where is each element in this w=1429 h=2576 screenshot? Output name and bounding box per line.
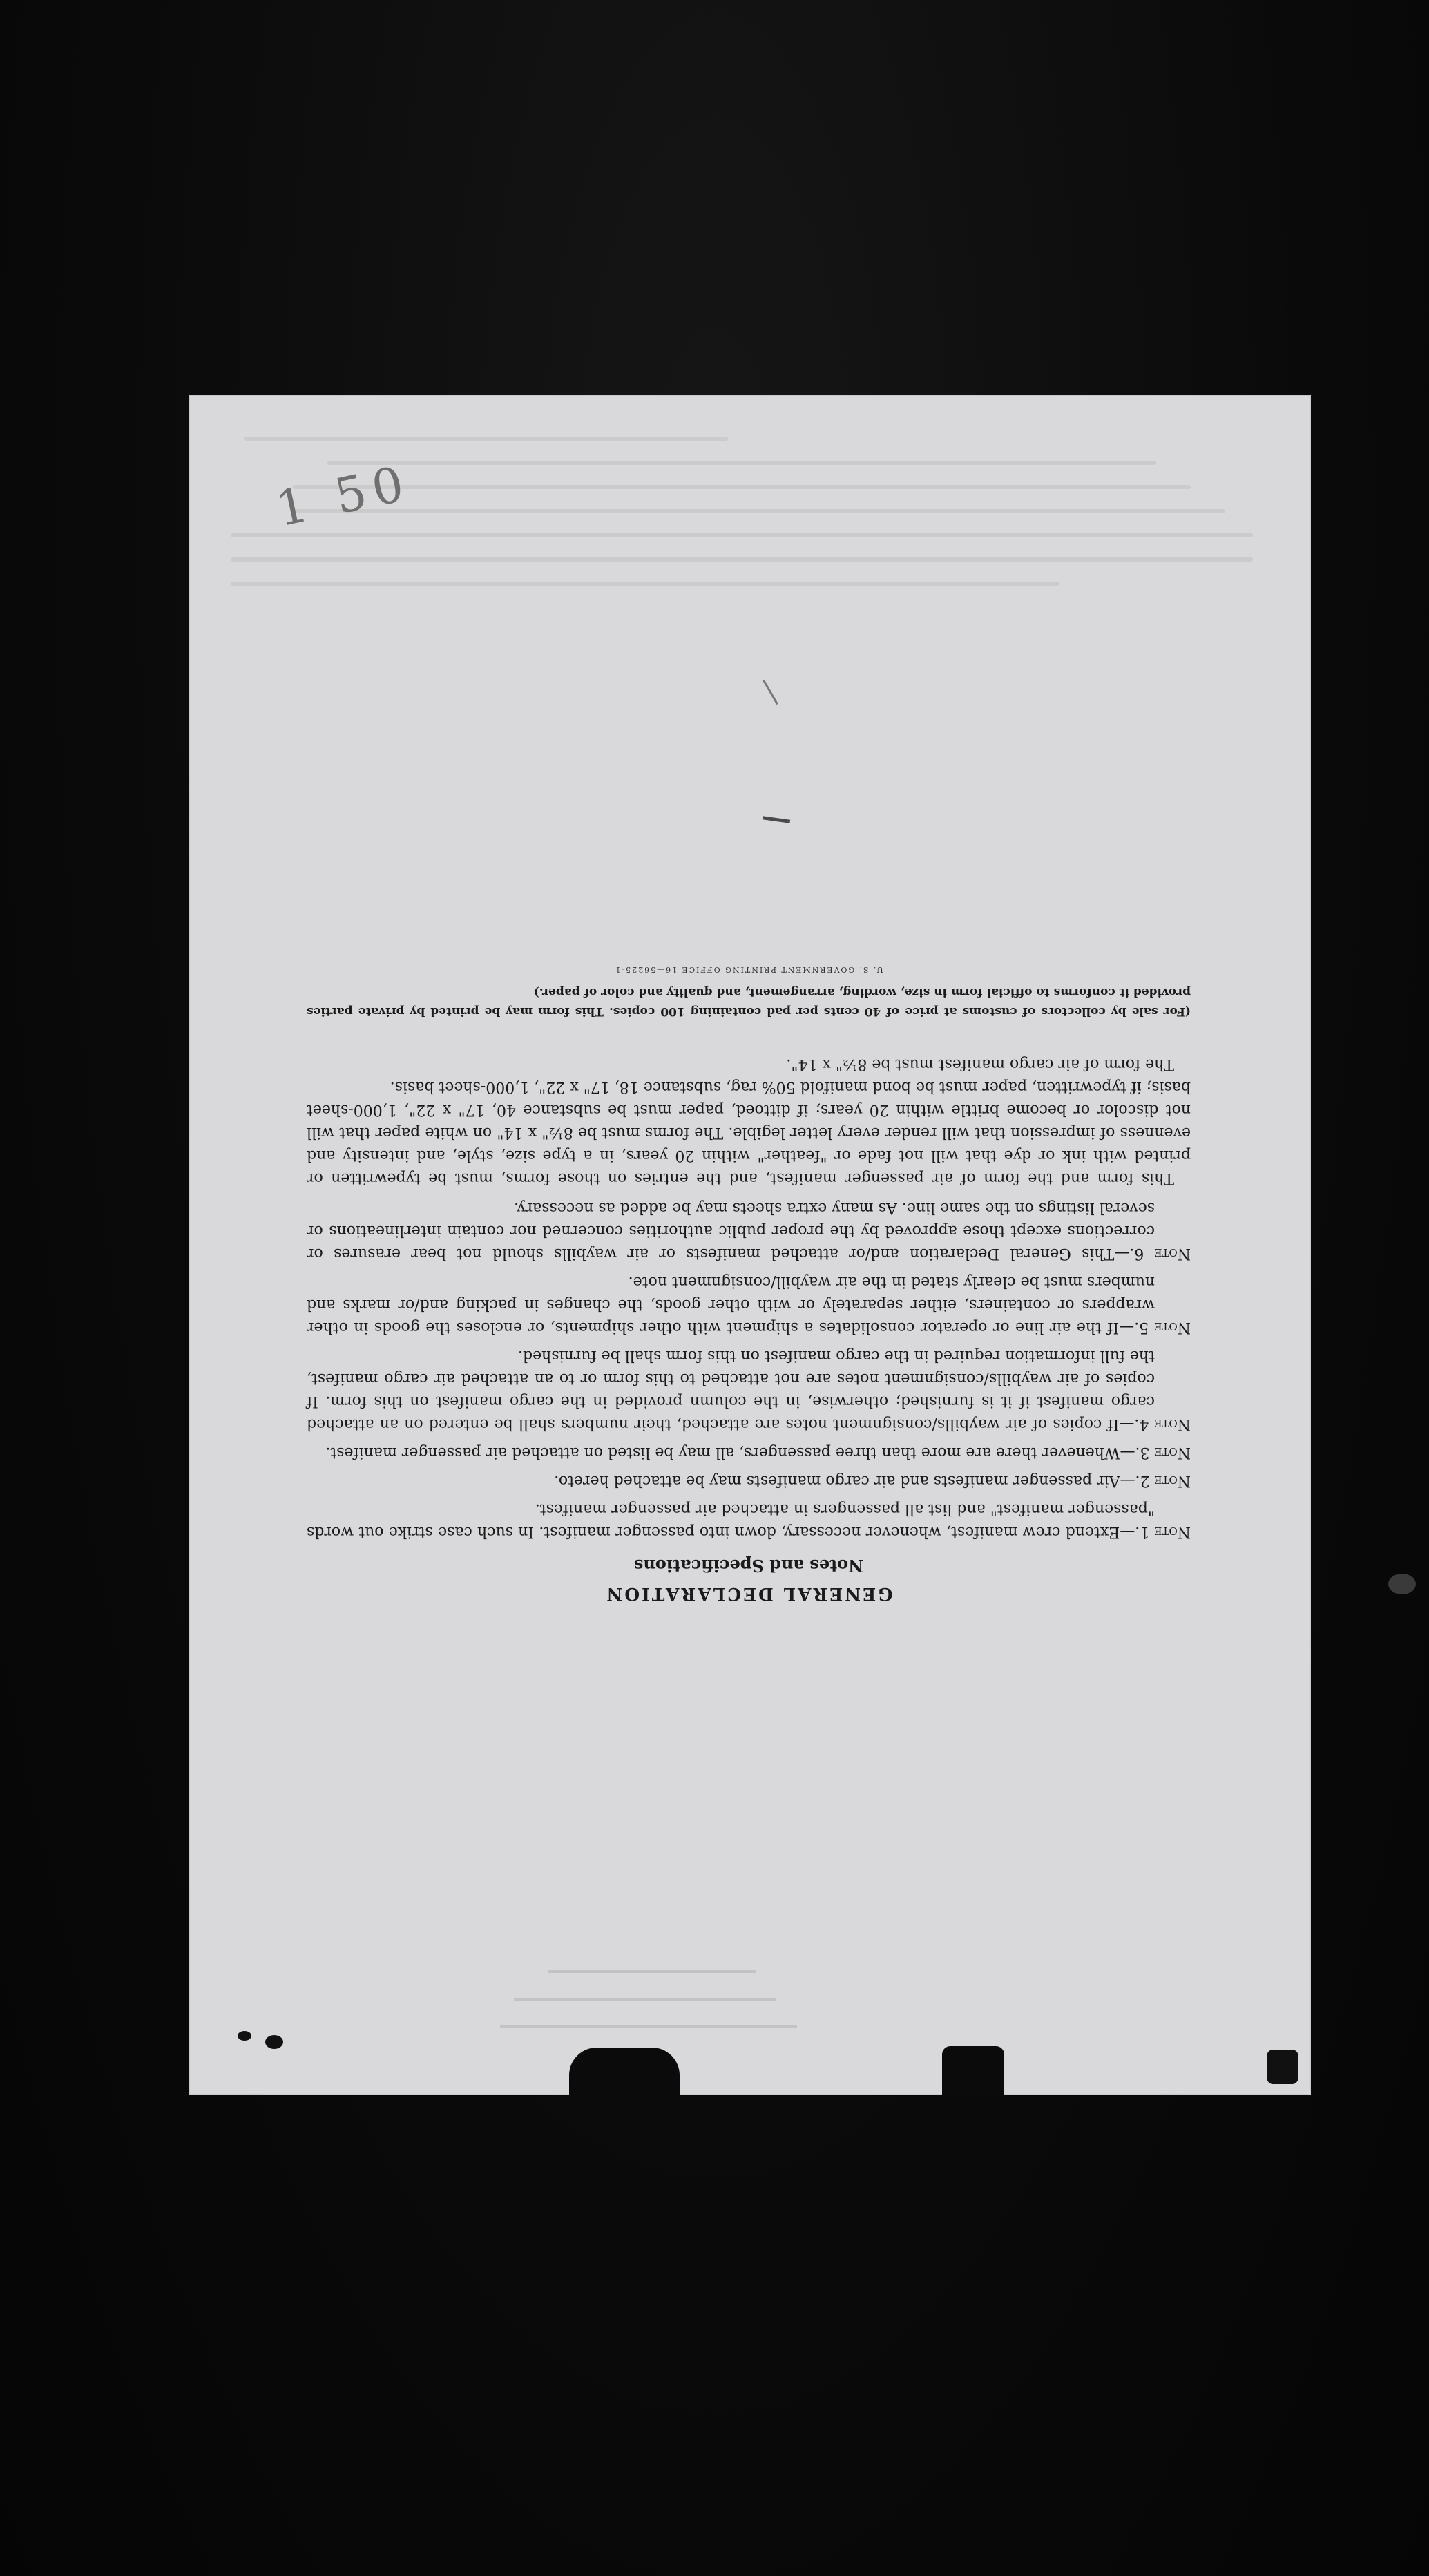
note-label: Note 5. [1134, 1319, 1191, 1336]
ink-blot [238, 2031, 251, 2041]
notes-and-specifications [307, 823, 1191, 1604]
note-5 [307, 1270, 1191, 1339]
pencil-tick-mark [763, 680, 778, 705]
ink-blot [1267, 2050, 1298, 2084]
note-1 [307, 1498, 1191, 1543]
note-label: Note 3. [1135, 1444, 1191, 1461]
note-label: Note 4. [1134, 1415, 1191, 1433]
cargo-manifest-size-line: The form of air cargo manifest must be 8½" x 14". [786, 1056, 1174, 1073]
document-subtitle: Notes and Specifications [633, 1556, 864, 1576]
note-3 [307, 1441, 1191, 1464]
bleed-through-line [500, 2025, 797, 2028]
document-page [189, 395, 1311, 2095]
note-label: Note 1. [1135, 1523, 1191, 1540]
bleed-through-line [231, 533, 1253, 537]
ink-dash-mark [763, 816, 790, 823]
note-6 [307, 1196, 1191, 1265]
handwritten-mark: 1 50 [271, 454, 416, 538]
bleed-through-line [231, 582, 1059, 586]
note-text: —Air passenger manifests and air cargo manifests may be attached hereto. [554, 1472, 1135, 1489]
bleed-through-line [327, 461, 1156, 465]
note-text: —If the air line or operator consolidates a shipment with other shipments, or encloses the goods in other wrappers or containers, either separately or with other goods, the changes in packing and/or marks and numbers must be clearly stated in the air waybill/consignment note. [307, 1273, 1155, 1336]
ink-blot [265, 2035, 283, 2049]
note-text: —If copies of air waybills/consignment notes are attached, their numbers shall be entered on an attached cargo manifest if it is furnished; otherwise, in the column provided in the cargo manifest on this form. If copies of air waybills/consignment notes are not attached to this form or to an attached air cargo manifest, the full information required in the cargo manifest on this form shall be furnished. [307, 1347, 1155, 1433]
bleed-through-line [293, 485, 1191, 489]
ink-blot [1388, 1574, 1416, 1594]
note-text: —Whenever there are more than three passengers, all may be listed on attached air passenger manifest. [325, 1444, 1135, 1461]
document-title: GENERAL DECLARATION [604, 1584, 893, 1604]
sale-note: (For sale by collectors of customs at price of 40 cents per pad containing 100 copies. This form may be printed by private parties provided it conforms to official form in size, wording, arrangement, and quality and color of paper.) [307, 985, 1191, 1018]
torn-edge [569, 2048, 680, 2096]
bleed-through-line [293, 509, 1225, 513]
bleed-through-line [514, 1998, 776, 2001]
note-text: —This General Declaration and/or attached manifests or air waybills should not bear erasures or corrections except those approved by the proper public authorities concerned nor contain interlineations or several listings on the same line. As many extra sheets may be added as necessary. [307, 1199, 1155, 1262]
bleed-through-line [244, 437, 728, 441]
note-label: Note 2. [1135, 1472, 1191, 1489]
note-text: —Extend crew manifest, whenever necessary, down into passenger manifest. In such case strike out words "passenger manifest" and list all passengers in attached air passenger manifest. [307, 1500, 1155, 1540]
note-label: Note 6. [1129, 1245, 1191, 1262]
note-4 [307, 1344, 1191, 1435]
bleed-through-line [231, 557, 1253, 562]
note-2 [307, 1469, 1191, 1492]
bleed-through-line [548, 1970, 756, 1973]
torn-edge [942, 2046, 1004, 2096]
form-specification-paragraph: This form and the form of air passenger manifest, and the entries on those forms, must be typewritten or printed with ink or dye that will not fade or "feather" within 20 years, in a type size, style, and intensity and evenness of impression that will render every letter legible. The forms must be 8½" x 14" on white paper that will not discolor or become brittle within 20 years; if dittoed, paper must be substance 40, 17" x 22", 1,000-sheet basis; if typewritten, paper must be bond manifold 50% rag, substance 18, 17" x 22", 1,000-sheet basis. [307, 1078, 1191, 1187]
printer-imprint: U. S. GOVERNMENT PRINTING OFFICE 16—56225-1 [614, 965, 883, 974]
